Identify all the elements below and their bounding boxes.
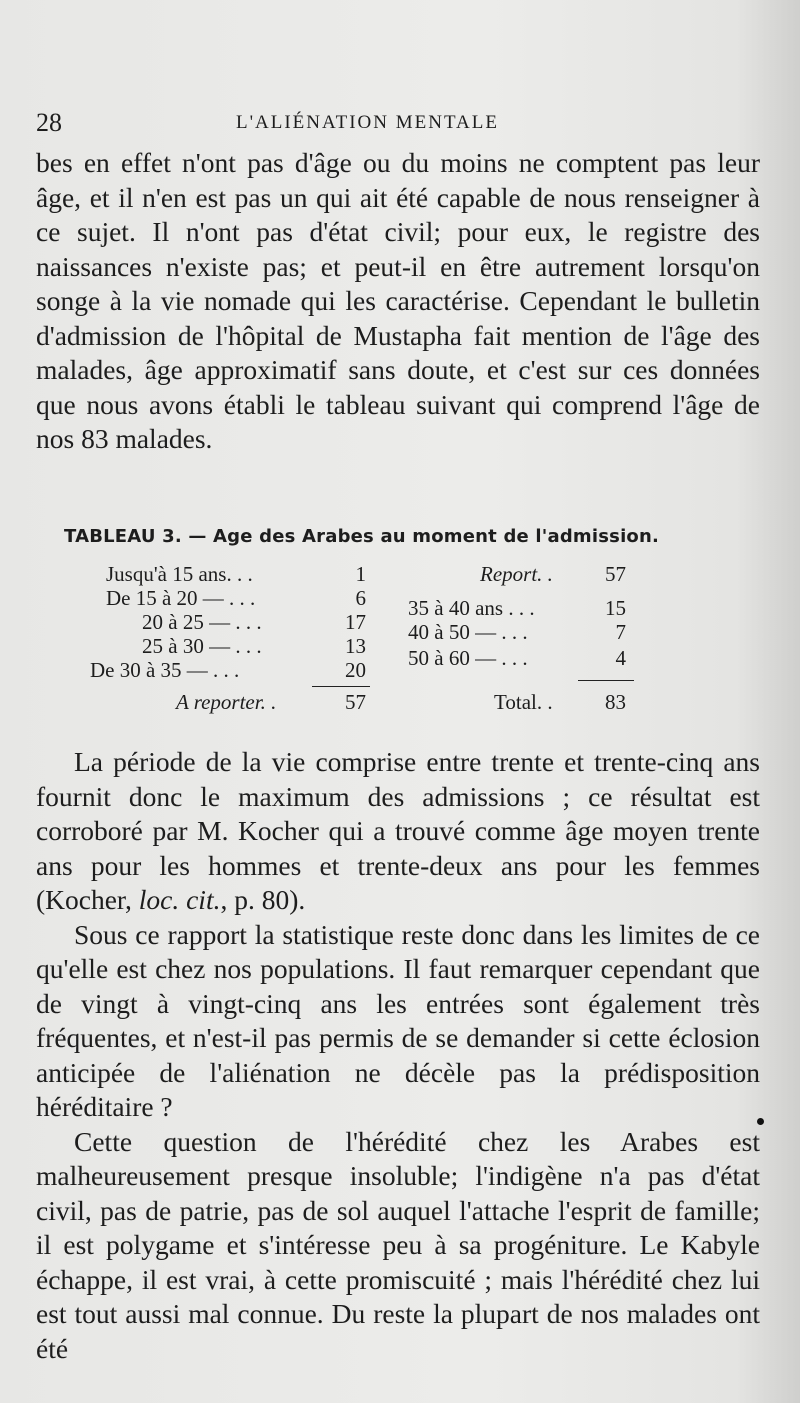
table-row-value: 7 [615,620,626,644]
table-row-value: 1 [355,562,366,586]
report-value: 57 [605,562,626,586]
table-row-label: 35 à 40 ans . . . [408,596,535,620]
table-row-label: De 15 à 20 — . . . [106,586,256,610]
right-total-label: Total. . [494,690,553,714]
table-row-label: 50 à 60 — . . . [408,646,528,670]
table-row-value: 4 [615,646,626,670]
table-row-value: 17 [345,610,366,634]
table-row-value: 13 [345,634,366,658]
text-block-top [36,146,760,457]
left-total-value: 57 [345,690,366,714]
paragraph-2-page: , p. 80). [220,884,306,915]
page-header [36,108,766,138]
table-row-label: 20 à 25 — . . . [142,610,262,634]
report-label-text: Report. . [480,562,553,586]
table-row-label: Jusqu'à 15 ans. . . [106,562,253,586]
table-row-label: 40 à 50 — . . . [408,620,528,644]
paragraph-3: Sous ce rapport la statistique reste donc dans les limites de ce qu'elle est chez nos populations. Il faut remarquer cependant que de vingt à vingt-cinq ans les entrées sont également très fréquentes, et n'est-il pas permis de se demander si cette éclosion anticipée de l'aliénation ne décèle pas la prédisposition héréditaire ? [36,918,760,1122]
paragraph-4: Cette question de l'hérédité chez les Arabes est malheureusement presque insoluble; l'indigène n'a pas d'état civil, pas de patrie, pas de sol auquel l'attache l'esprit de famille; il est polygame et s'intéresse peu à sa progéniture. Le Kabyle échappe, il est vrai, à cette promiscuité ; mais l'hérédité chez lui est tout aussi mal connue. Du reste la plupart de nos malades ont été [36,1125,760,1364]
table-row-label: 25 à 30 — . . . [142,634,262,658]
text-block-bottom [36,745,760,1366]
right-total-value: 83 [605,690,626,714]
table-row-label: De 30 à 35 — . . . [90,658,240,682]
table-row-value: 15 [605,596,626,620]
table-caption: TABLEAU 3. — Age des Arabes au moment de l'admission. [64,526,660,547]
ink-speck [757,1118,764,1125]
citation-loc-cit: loc. cit. [138,884,221,915]
paragraph-1: bes en effet n'ont pas d'âge ou du moins ne comptent pas leur âge, et il n'en est pas un qui ait été capable de nous renseigner à ce sujet. Il n'ont pas d'état civil; pour eux, le registre des naissances n'existe pas; et peut-il en être autrement lorsqu'on songe à la vie nomade qui les caractérise. Cependant le bulletin d'admission de l'hôpital de Mustapha fait mention de l'âge des malades, âge approximatif sans doute, et c'est sur ces données que nous avons établi le tableau suivant qui comprend l'âge de nos 83 malades. [36,147,760,454]
left-total-label [176,690,276,715]
subtotal-rule-right [578,680,634,681]
paragraph-2-text: La période de la vie comprise entre trente et trente-cinq ans fournit donc le maximum des admissions ; ce résultat est corroboré par M. Kocher qui a trouvé comme âge moyen trente ans pour les hommes et trente-deux ans pour les femmes (Kocher, [36,746,760,915]
report-label [480,562,553,587]
table-row-value: 6 [355,586,366,610]
age-table [80,562,660,722]
subtotal-rule-left [312,686,370,687]
paragraph-2 [36,745,760,918]
page-number: 28 [36,108,62,137]
left-total-label-text: A reporter. . [176,690,277,714]
running-title: L'ALIÉNATION MENTALE [236,112,499,133]
table-row-value: 20 [345,658,366,682]
